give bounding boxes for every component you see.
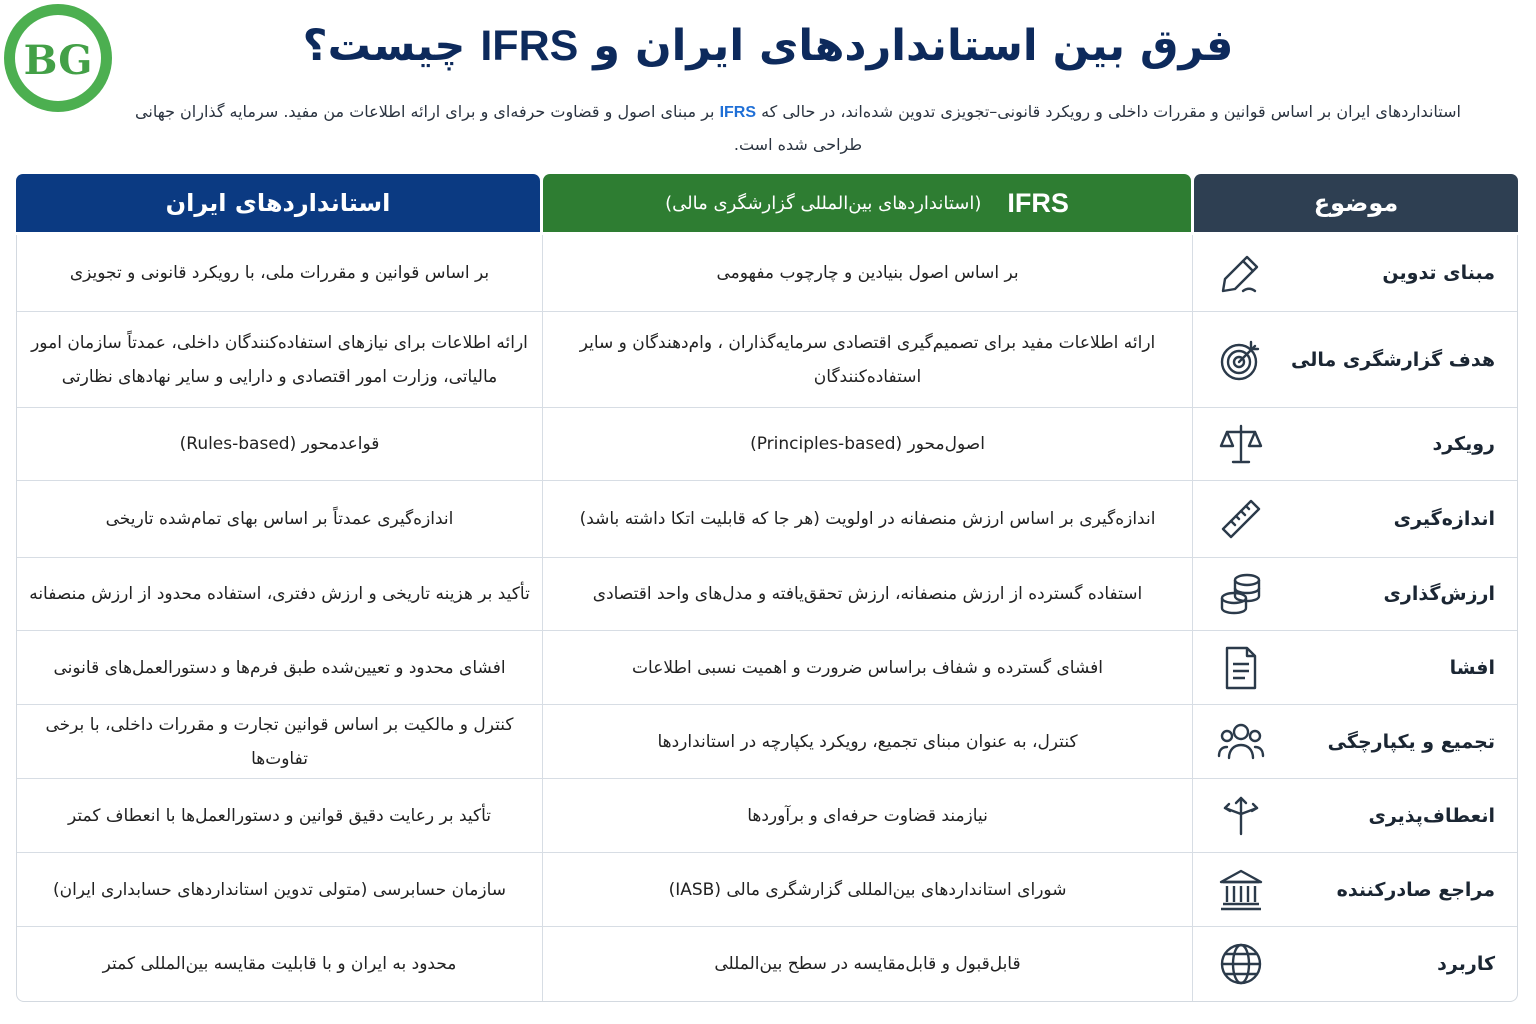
header-topic: موضوع [1194, 174, 1518, 232]
institution-icon [1217, 866, 1265, 914]
coins-icon [1217, 570, 1265, 618]
document-icon [1217, 644, 1265, 692]
row-iran: کنترل و مالکیت بر اساس قوانین تجارت و مقررات داخلی، با برخی تفاوت‌ها [45, 714, 514, 769]
logo-text: BG [23, 37, 93, 84]
row-topic: مراجع صادرکننده [1336, 878, 1495, 901]
row-iran: اندازه‌گیری عمدتاً بر اساس بهای تمام‌شده تاریخی [105, 509, 454, 529]
table-row [17, 311, 1517, 407]
table-row [17, 407, 1517, 480]
row-topic: هدف گزارشگری مالی [1291, 348, 1495, 371]
row-ifrs: اصول‌محور (Principles-based) [542, 408, 1192, 480]
comparison-table [16, 174, 1518, 1000]
globe-icon [1217, 940, 1265, 988]
table-row [17, 235, 1517, 311]
split-arrows-icon [1217, 792, 1265, 840]
table-row [17, 480, 1517, 557]
row-topic: ارزش‌گذاری [1383, 583, 1495, 605]
row-iran: بر اساس قوانین و مقررات ملی، با رویکرد قانونی و تجویزی [69, 263, 490, 283]
row-iran: سازمان حسابرسی (متولی تدوین استانداردهای حسابداری ایران) [52, 879, 507, 900]
row-ifrs: بر اساس اصول بنیادین و چارچوب مفهومی [542, 235, 1192, 311]
row-ifrs: افشای گسترده و شفاف براساس ضرورت و اهمیت نسبی اطلاعات [542, 631, 1192, 704]
table-row [17, 778, 1517, 852]
scale-icon [1217, 420, 1265, 468]
row-iran: تأکید بر هزینه تاریخی و ارزش دفتری، استفاده محدود از ارزش منصفانه [29, 584, 530, 604]
header-ifrs-abbr: IFRS [1007, 187, 1069, 218]
table-row [17, 630, 1517, 704]
page-title: فرق بین استانداردهای ایران و IFRS چیست؟ [302, 21, 1234, 71]
header-ifrs-full: (استانداردهای بین‌المللی گزارشگری مالی) [665, 192, 982, 214]
pen-icon [1217, 249, 1265, 297]
target-icon [1217, 336, 1265, 384]
company-logo [2, 2, 114, 114]
row-ifrs: قابل‌قبول و قابل‌مقایسه در سطح بین‌المللی [542, 927, 1192, 1001]
intro-text: استانداردهای ایران بر اساس قوانین و مقررات داخلی و رویکرد قانونی–تجویزی تدوین شده‌اند، در حالی که IFRS بر مبنای اصول و قضاوت حرفه‌ای و برای ارائه اطلاعات من مفید. سرمایه گذاران جهانی طراحی شده است. [135, 102, 1461, 154]
row-iran: قواعدمحور (Rules-based) [179, 434, 380, 454]
row-ifrs: اندازه‌گیری بر اساس ارزش منصفانه در اولویت (هر جا که قابلیت اتکا داشته باشد) [542, 481, 1192, 557]
table-header [16, 174, 1518, 232]
intro-highlight: IFRS [719, 104, 757, 121]
row-topic: کاربرد [1437, 953, 1495, 975]
row-ifrs: کنترل، به عنوان مبنای تجمیع، رویکرد یکپارچه در استانداردها [542, 705, 1192, 778]
users-icon [1217, 718, 1265, 766]
table-body [16, 235, 1518, 1002]
row-ifrs: ارائه اطلاعات مفید برای تصمیم‌گیری اقتصادی سرمایه‌گذاران ، وام‌دهندگان و سایر استفاده‌کنندگان [542, 312, 1192, 407]
row-topic: اندازه‌گیری [1393, 508, 1495, 530]
row-iran: محدود به ایران و با قابلیت مقایسه بین‌المللی کمتر [102, 954, 457, 974]
row-iran: تأکید بر رعایت دقیق قوانین و دستورالعمل‌ها با انعطاف کمتر [67, 805, 492, 826]
row-topic: تجمیع و یکپارچگی [1327, 730, 1495, 753]
row-topic: افشا [1449, 656, 1495, 679]
row-ifrs: نیازمند قضاوت حرفه‌ای و برآوردها [542, 779, 1192, 852]
header-iran: استانداردهای ایران [16, 174, 540, 232]
table-row [17, 557, 1517, 630]
ruler-icon [1217, 495, 1265, 543]
row-ifrs: شورای استانداردهای بین‌المللی گزارشگری مالی (IASB) [542, 853, 1192, 926]
row-iran: ارائه اطلاعات برای نیازهای استفاده‌کنندگان داخلی، عمدتاً سازمان امور مالیاتی، وزارت امور اقتصادی و دارایی و سایر نهادهای نظارتی [31, 332, 528, 387]
table-row [17, 926, 1517, 1001]
row-topic: انعطاف‌پذیری [1368, 804, 1495, 827]
row-topic: رویکرد [1432, 433, 1495, 455]
row-ifrs: استفاده گسترده از ارزش منصفانه، ارزش تحقق‌یافته و مدل‌های واحد اقتصادی [542, 558, 1192, 630]
table-row [17, 852, 1517, 926]
header-ifrs [543, 174, 1191, 232]
table-row [17, 704, 1517, 778]
row-iran: افشای محدود و تعیین‌شده طبق فرم‌ها و دستورالعمل‌های قانونی [53, 657, 506, 678]
row-topic: مبنای تدوین [1382, 262, 1495, 284]
